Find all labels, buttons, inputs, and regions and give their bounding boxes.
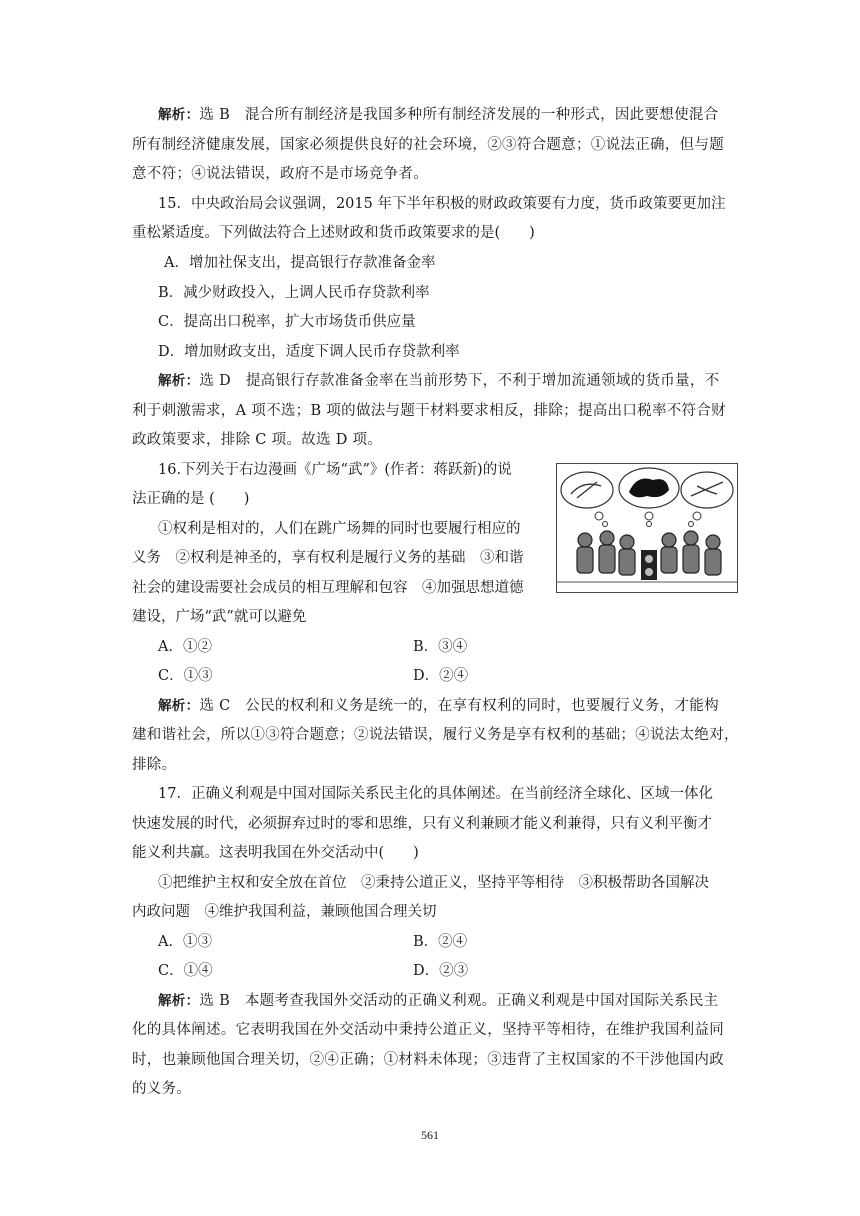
q16-option-b: B．③④ — [413, 639, 468, 655]
thought-bubble — [647, 522, 652, 527]
q17-stem-line-3: 能义利共赢。这表明我国在外交活动中( ) — [132, 845, 419, 861]
q16-analysis-line-3: 排除。 — [132, 757, 177, 773]
q17-analysis-line-3: 时，也兼顾他国合理关切，②④正确；①材料未体现；③违背了主权国家的不干涉他国内政 — [132, 1052, 724, 1068]
q17-statement-line-2: 内政问题 ④维护我国利益，兼顾他国合理关切 — [132, 904, 437, 920]
speaker-cone — [645, 568, 653, 576]
q15-stem-line-2: 重松紧适度。下列做法符合上述财政和货币政策要求的是( ) — [132, 225, 535, 241]
q17-option-a: A．①③ — [158, 934, 212, 950]
q16-statement-line-2: 义务 ②权利是神圣的，享有权利是履行义务的基础 ③和谐 — [132, 550, 524, 566]
q14-analysis-line-3: 意不符；④说法错误，政府不是市场竞争者。 — [132, 166, 428, 182]
q14-analysis-line-2: 所有制经济健康发展，国家必须提供良好的社会环境，②③符合题意；①说法正确，但与题 — [132, 137, 724, 153]
q17-analysis-line-2: 化的具体阐述。它表明我国在外交活动中秉持公道正义，坚持平等相待，在维护我国利益同 — [132, 1022, 724, 1038]
analysis-label: 解析： — [158, 373, 200, 389]
thought-bubble — [595, 512, 603, 520]
q17-stem-line-2: 快速发展的时代，必须摒弃过时的零和思维，只有义利兼顾才能义利兼得，只有义利平衡才 — [132, 816, 712, 832]
page-number: 561 — [421, 1128, 439, 1142]
q16-statement-line-1: ①权利是相对的，人们在跳广场舞的同时也要履行相应的 — [158, 521, 521, 537]
q16-option-a: A．①② — [158, 639, 212, 655]
q16-analysis-line-2: 建和谐社会，所以①③符合题意；②说法错误，履行义务是享有权利的基础；④说法太绝对， — [132, 727, 739, 743]
analysis-label: 解析： — [158, 698, 200, 714]
q15-analysis-line-3: 政政策要求，排除 C 项。故选 D 项。 — [132, 432, 383, 448]
q16-analysis-line-1: 解析：选 C 公民的权利和义务是统一的，在享有权利的同时，也要履行义务，才能构 — [158, 698, 719, 714]
thought-bubble — [603, 522, 608, 527]
q15-stem-line-1: 15．中央政治局会议强调，2015 年下半年积极的财政政策要有力度，货币政策要更加注 — [158, 196, 726, 212]
q16-option-c: C．①③ — [158, 668, 213, 684]
q17-option-c: C．①④ — [158, 963, 213, 979]
thought-bubble — [645, 512, 653, 520]
q15-option-d: D．增加财政支出，适度下调人民币存贷款利率 — [158, 344, 460, 360]
q17-option-d: D．②③ — [413, 963, 469, 979]
q15-option-b: B．减少财政投入，上调人民币存贷款利率 — [158, 285, 430, 301]
q17-statement-line-1: ①把维护主权和安全放在首位 ②秉持公道正义，坚持平等相待 ③积极帮助各国解决 — [158, 875, 709, 891]
thought-bubble — [693, 512, 701, 520]
q16-statement-line-3: 社会的建设需要社会成员的相互理解和包容 ④加强思想道德 — [132, 580, 524, 596]
q15-analysis-line-2: 利于刺激需求，A 项不选；B 项的做法与题干材料要求相反，排除；提高出口税率不符合财 — [132, 403, 726, 419]
analysis-label: 解析： — [158, 107, 200, 123]
q15-analysis-line-1: 解析：选 D 提高银行存款准备金率在当前形势下，不利于增加流通领域的货币量，不 — [158, 373, 720, 389]
q17-analysis-line-4: 的义务。 — [132, 1081, 192, 1097]
q16-option-d: D．②④ — [413, 668, 469, 684]
cartoon-drawing — [557, 464, 737, 592]
q17-stem-line-1: 17．正确义利观是中国对国际关系民主化的具体阐述。在当前经济全球化、区域一体化 — [158, 786, 713, 802]
q17-analysis-line-1: 解析：选 B 本题考查我国外交活动的正确义利观。正确义利观是中国对国际关系民主 — [158, 993, 719, 1009]
q16-stem-line-2: 法正确的是 ( ) — [132, 491, 250, 507]
q15-option-c: C．提高出口税率，扩大市场货币供应量 — [158, 314, 416, 330]
q17-option-b: B．②④ — [413, 934, 468, 950]
speaker-cone — [645, 555, 653, 563]
thought-bubble — [689, 522, 694, 527]
q14-analysis-line-1: 解析：选 B 混合所有制经济是我国多种所有制经济发展的一种形式，因此要想使混合 — [158, 107, 719, 123]
analysis-label: 解析： — [158, 993, 200, 1009]
q16-stem-line-1: 16.下列关于右边漫画《广场“武”》(作者：蒋跃新)的说 — [158, 462, 512, 478]
q15-option-a: A．增加社保支出，提高银行存款准备金率 — [164, 255, 436, 271]
q16-statement-line-4: 建设，广场“武”就可以避免 — [132, 609, 307, 625]
cartoon-illustration — [556, 463, 738, 593]
